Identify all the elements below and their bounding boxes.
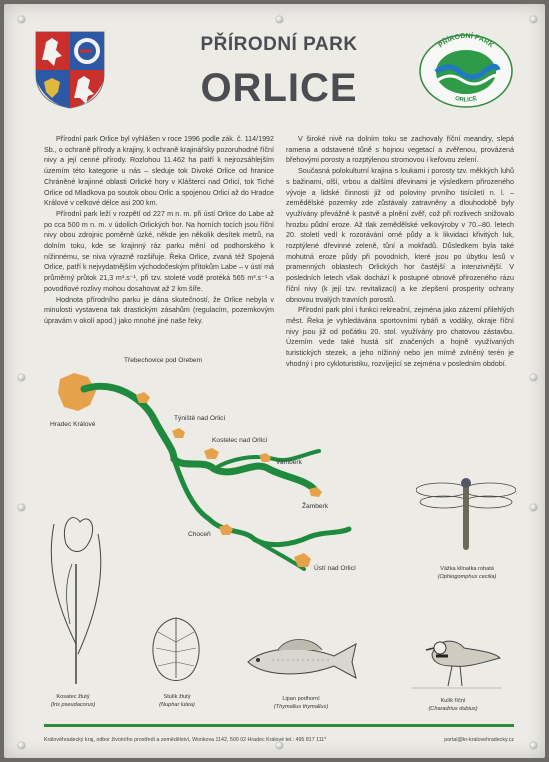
iris-plant-icon	[36, 504, 116, 684]
species-caption	[422, 566, 512, 581]
species-latin: (Thymallus thymallus)	[273, 703, 329, 710]
bolt-icon	[18, 504, 25, 511]
map-label-town: Ústí nad Orlicí	[314, 565, 356, 572]
map-label-town: Choceň	[188, 531, 211, 538]
paragraph: Současná polokulturní krajina s loukami i porosty tzv. měkkých luhů s bažinami, olší, vrbou a dalšími dřevinami je výsledkem přirozeného vývoje a lidské činnosti již od poloviny prvního tisíciletí n. l. – zemědělské pozemky zde zůstávaly zatravněny a dlouhodobě byly využívány převážně k pastvě a plnění zvěř, což při rozlivech snižovalo hrozbu půdní eroze. Až tlak zemědělské velkovýroby v 70.–80. letech 20. století vedl k rozorávání orné půdy a k likvidaci křivitých luk, rozptýlené dřevinné zeleně, tůní a mokřadů. Důsledkem byla také mohutná eroze půdy při povodních, které jsou po úbytku lesů v pramenných oblastech Orlických hor častější a intenzivnější. V posledních letech však dochází k postupné obnově přirozeného rázu říční nivy (k její tzv. revitalizaci) a ke zlepšení prosperity ochrany obnovou trvalých travních porostů.	[286, 167, 514, 304]
species-name: Stulík žlutý	[163, 694, 191, 700]
town-area	[58, 373, 96, 411]
bolt-icon	[18, 16, 25, 23]
town-area	[172, 428, 185, 438]
info-board	[4, 4, 545, 758]
paragraph: Přírodní park plní i funkci rekreační, zejména jako zázemí přilehlých měst. Řeka je vyhledávána sportovními rybáři a vodáky, okraje říční nivy jsou již od počátku 20. stol. využívány pro chatovou zástavbu. Územím vede také hustá síť značených a hojně využívaných turistických stezek, a jeho nížinný nebo jen mírně zvlněný terén je vhodný i pro cykloturistiku, rozvíjející se zejména v posledním období.	[286, 306, 514, 368]
water-lily-leaf-icon	[144, 612, 208, 692]
paragraph: Hodnota přírodního parku je dána skutečností, že Orlice nebyla v minulosti vystavena tak drastickým zásahům (regulacím, pozemkovým úpravám v okolí apod.) jako mnohé jiné naše řeky.	[44, 295, 274, 325]
grayling-fish-icon	[242, 634, 362, 684]
species-name: Kosatec žlutý	[56, 694, 90, 700]
town-area	[259, 453, 271, 462]
paragraph: Přírodní park leží v rozpětí od 227 m n. m. při ústí Orlice do Labe až po cca 500 m n. m. v údolích Orlických hor. Na horních tocích jsou říční nivy obou zdrojnic poměrně úzké, někde jen několik desítek metrů, na dolním toku, kde se krajinný ráz parku mění od podhorského k nížinnému, se niva výrazně rozšiřuje. Řeka Orlice, zvaná též Spojená Orlice, patří k nejvydatnějším východočeským přítokům Labe – v ústí má průměrný průtok 21,3 m³.s⁻¹, při tzv. stoleté vodě protéká 565 m³.s⁻¹ a povodňové rozlivy mohou dosahovat až 2 km šíře.	[44, 209, 274, 293]
bolt-icon	[530, 16, 537, 23]
bolt-icon	[530, 504, 537, 511]
logo-ring-top: PŘÍRODNÍ PARK	[437, 32, 495, 50]
bolt-icon	[530, 742, 537, 749]
species-latin: (Ophiogomphus cecilia)	[437, 573, 497, 580]
footer	[44, 737, 514, 743]
map-label-town: Žamberk	[302, 503, 329, 510]
page-title: ORLICE	[200, 66, 358, 110]
bolt-icon	[18, 742, 25, 749]
paragraph: V široké nivě na dolním toku se zachovaly říční meandry, slepá ramena a odstavené tůně s hojnou vegetací a zvěřenou, provázená břehovými porosty a rozptýlenou stromovou i keřovou zelení.	[286, 135, 514, 165]
text-column-right	[286, 134, 514, 369]
species-name: Lipan podhorní	[282, 696, 320, 702]
species-latin: (Iris pseudacorus)	[50, 701, 96, 708]
park-logo-icon	[416, 32, 516, 110]
species-caption	[28, 694, 118, 709]
town-area	[204, 448, 219, 459]
species-latin: (Nuphar lutea)	[159, 701, 195, 708]
map-label-town: Týniště nad Orlicí	[174, 415, 226, 422]
dragonfly-icon	[416, 474, 516, 554]
species-name: Vážka klínatka rohatá	[440, 566, 494, 572]
footer-divider	[44, 724, 514, 727]
species-name: Kulík říční	[440, 698, 466, 704]
bolt-icon	[276, 742, 283, 749]
map-label-town: Třebechovice pod Orebem	[124, 357, 203, 364]
logo-ring-bottom: ORLICE	[454, 95, 478, 104]
species-caption	[256, 696, 346, 711]
plover-bird-icon	[412, 628, 502, 692]
page-kicker: PŘÍRODNÍ PARK	[200, 34, 358, 55]
footer-website[interactable]: portal@kr-kralovehradecky.cz	[444, 737, 514, 743]
species-caption	[132, 694, 222, 709]
footer-authority: Královéhradecký kraj, odbor životního prostředí a zemědělství, Wonkova 1142, 500 02 Hradec Králové tel.: 495 817 111*	[44, 737, 327, 743]
bolt-icon	[18, 374, 25, 381]
bolt-icon	[530, 374, 537, 381]
species-caption	[408, 698, 498, 713]
map-label-town: Kostelec nad Orlicí	[212, 437, 268, 444]
coat-of-arms-icon	[34, 30, 106, 110]
text-column-left	[44, 134, 274, 327]
bolt-icon	[276, 16, 283, 23]
species-latin: (Charadrius dubius)	[428, 705, 478, 712]
river-orlice	[84, 386, 314, 489]
map-label-town: Hradec Králové	[50, 421, 96, 428]
map-label-town: Vamberk	[276, 459, 302, 466]
paragraph: Přírodní park Orlice byl vyhlášen v roce 1996 podle zák. č. 114/1992 Sb., o ochraně přírody a krajiny, k ochraně krajinářsky pozoruhodné říční nivy a její cenné přírody. Rozlohou 11.462 ha patří k nejrozsáhlejším územím této kategorie u nás – sleduje tok Divoké Orlice od hranice Chráněné krajinné oblasti Orlické hory v Klášterci nad Orlicí, tok Tiché Orlice od Mladkova po soutok obou Orlic a spojenou Orlici až do Hradce Králové v celkové délce asi 200 km.	[44, 135, 274, 208]
